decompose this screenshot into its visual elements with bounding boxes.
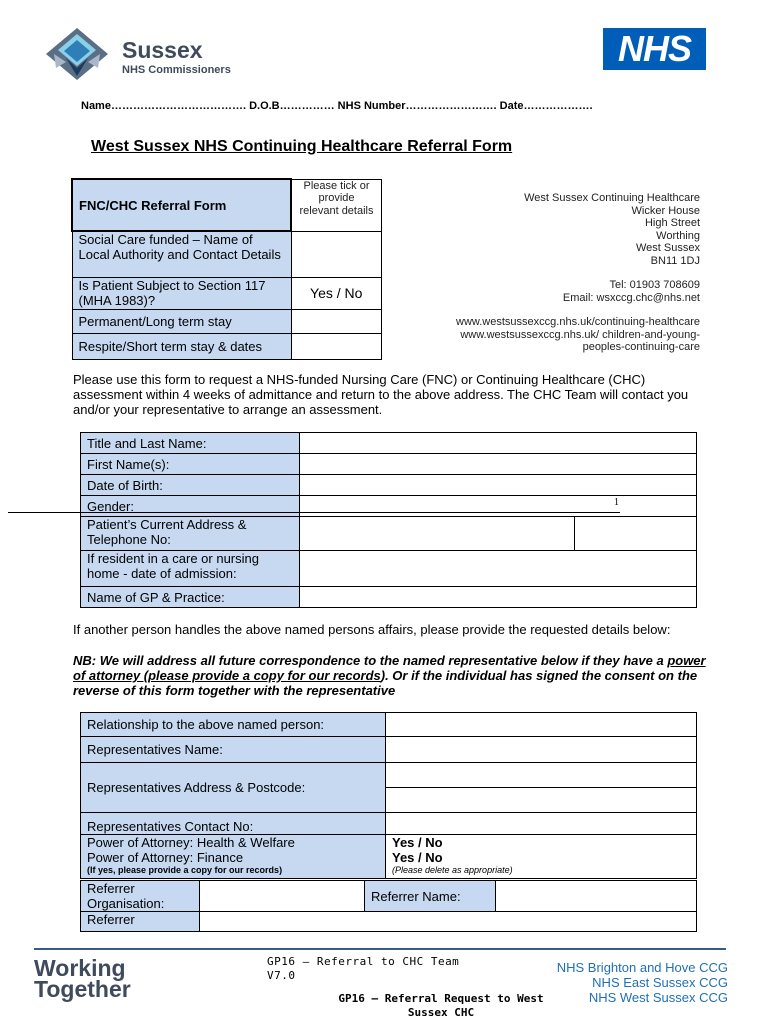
ccg-east-sussex: NHS East Sussex CCG xyxy=(592,975,728,990)
doc-version: V7.0 xyxy=(267,969,296,982)
gp-practice-label: Name of GP & Practice: xyxy=(81,587,300,608)
social-care-label: Social Care funded – Name of Local Authority and Contact Details xyxy=(72,231,291,277)
first-names-label: First Name(s): xyxy=(81,454,300,475)
first-names-field[interactable] xyxy=(300,454,697,475)
nb-notice xyxy=(73,653,713,698)
org-name: Sussex xyxy=(122,37,203,63)
working-together-logo xyxy=(34,955,131,1002)
telephone-field[interactable] xyxy=(575,517,697,551)
working-word: Working xyxy=(34,955,126,981)
rep-contact-label: Representatives Contact No: xyxy=(81,813,386,835)
referrer-org-label: Referrer Organisation: xyxy=(81,881,200,912)
chc-address-block xyxy=(430,192,700,354)
intro-text: Please use this form to request a NHS-funded Nursing Care (FNC) or Continuing Healthcare (CHC) assessment within 4 weeks of admittance and return to the above address. The CHC Team will contact you and/or your representative to arrange an assessment. xyxy=(73,372,689,417)
rep-address-field-2[interactable] xyxy=(386,788,697,813)
ccg-brighton: NHS Brighton and Hove CCG xyxy=(556,960,728,975)
care-home-admission-label: If resident in a care or nursing home - date of admission: xyxy=(81,551,300,587)
doc-ref-line: GP16 – Referral to CHC Team xyxy=(267,955,460,968)
respite-stay-value[interactable] xyxy=(291,333,382,359)
poa-finance-label: Power of Attorney: Finance xyxy=(87,850,244,865)
telephone: Tel: 01903 708609 xyxy=(609,279,700,291)
rep-address-label: Representatives Address & Postcode: xyxy=(81,763,386,813)
doc-title-footer: GP16 – Referral Request to West Sussex CHC xyxy=(338,992,544,1019)
patient-details-table xyxy=(80,432,697,608)
social-care-value[interactable] xyxy=(291,231,382,277)
respite-stay-label: Respite/Short term stay & dates xyxy=(72,333,291,359)
nb-part2: ). Or if the individual has signed the consent on the reverse of this form together with the representative xyxy=(73,668,698,698)
address-line: High Street xyxy=(644,217,700,229)
referrer-org-field[interactable] xyxy=(200,881,365,912)
footer-rule xyxy=(34,948,726,950)
relationship-field[interactable] xyxy=(386,713,697,737)
date-of-birth-field[interactable] xyxy=(300,475,697,496)
rep-name-field[interactable] xyxy=(386,737,697,763)
nb-part1: NB: We will address all future correspondence to the named representative below if they have a xyxy=(73,653,668,668)
address-line: West Sussex xyxy=(636,242,700,254)
ccg-list xyxy=(500,960,728,1005)
nhs-logo: NHS xyxy=(603,28,706,70)
current-address-field[interactable] xyxy=(300,517,575,551)
gender-label: Gender: xyxy=(81,496,300,517)
poa-answer-cell[interactable] xyxy=(386,835,697,879)
referrer-field[interactable] xyxy=(200,912,697,932)
poa-health-yes-no[interactable]: Yes / No xyxy=(392,835,443,850)
email-link[interactable]: Email: wsxccg.chc@nhs.net xyxy=(562,291,700,304)
address-line: Worthing xyxy=(656,229,700,242)
referrer-label: Referrer xyxy=(81,912,200,932)
address-line: Wicker House xyxy=(631,204,700,217)
nb-poa-underlined: power of attorney (please provide a copy for our records xyxy=(73,653,706,683)
rep-contact-field[interactable] xyxy=(386,813,697,835)
website-link[interactable]: www.westsussexccg.nhs.uk/continuing-healthcare xyxy=(456,316,700,328)
doc-reference xyxy=(267,955,459,983)
referrer-name-field[interactable] xyxy=(496,881,697,912)
representative-table xyxy=(80,712,697,879)
title-last-name-label: Title and Last Name: xyxy=(81,433,300,454)
website-link-2-cont[interactable]: peoples-continuing-care xyxy=(582,341,700,353)
referrer-name-label: Referrer Name: xyxy=(365,881,496,912)
date-of-birth-label: Date of Birth: xyxy=(81,475,300,496)
delete-note: (Please delete as appropriate) xyxy=(392,865,513,875)
permanent-stay-label: Permanent/Long term stay xyxy=(72,309,291,333)
patient-id-line: Name………………………………. D.O.B…………… NHS Number……………………. Date………………. xyxy=(81,100,593,112)
ccg-west-sussex: NHS West Sussex CCG xyxy=(588,990,728,1005)
current-address-label: Patient’s Current Address & Telephone No: xyxy=(81,517,300,551)
referral-header-label: FNC/CHC Referral Form xyxy=(79,197,227,213)
poa-copy-note: (If yes, please provide a copy for our records) xyxy=(87,865,283,875)
referral-type-table xyxy=(71,178,382,360)
address-line: West Sussex Continuing Healthcare xyxy=(524,192,700,204)
rep-address-field-1[interactable] xyxy=(386,763,697,788)
page-marker: 1 xyxy=(614,497,619,508)
address-line: BN11 1DJ xyxy=(650,254,700,267)
diamond-logo-icon xyxy=(46,28,108,80)
representative-intro: If another person handles the above named persons affairs, please provide the requested details below: xyxy=(73,622,671,637)
relationship-label: Relationship to the above named person: xyxy=(81,713,386,737)
gender-field[interactable] xyxy=(300,496,697,517)
together-word: Together xyxy=(34,976,131,1002)
gp-practice-field[interactable] xyxy=(300,587,697,608)
sussex-logo xyxy=(46,28,276,80)
form-title: West Sussex NHS Continuing Healthcare Referral Form xyxy=(91,138,513,155)
referral-table-header xyxy=(72,179,291,231)
care-home-admission-field[interactable] xyxy=(300,551,697,587)
title-last-name-field[interactable] xyxy=(300,433,697,454)
section-117-label: Is Patient Subject to Section 117 (MHA 1983)? xyxy=(72,277,291,309)
org-subname: NHS Commissioners xyxy=(122,64,231,76)
rep-name-label: Representatives Name: xyxy=(81,737,386,763)
stray-rule xyxy=(8,512,620,513)
poa-health-label: Power of Attorney: Health & Welfare xyxy=(87,835,295,850)
section-117-value[interactable]: Yes / No xyxy=(291,277,382,309)
website-link-2[interactable]: www.westsussexccg.nhs.uk/ children-and-young- xyxy=(460,328,700,341)
permanent-stay-value[interactable] xyxy=(291,309,382,333)
poa-finance-yes-no[interactable]: Yes / No xyxy=(392,850,443,865)
tick-header: Please tick or provide relevant details xyxy=(291,179,382,231)
referrer-table xyxy=(80,880,697,932)
poa-label-cell xyxy=(81,835,386,879)
